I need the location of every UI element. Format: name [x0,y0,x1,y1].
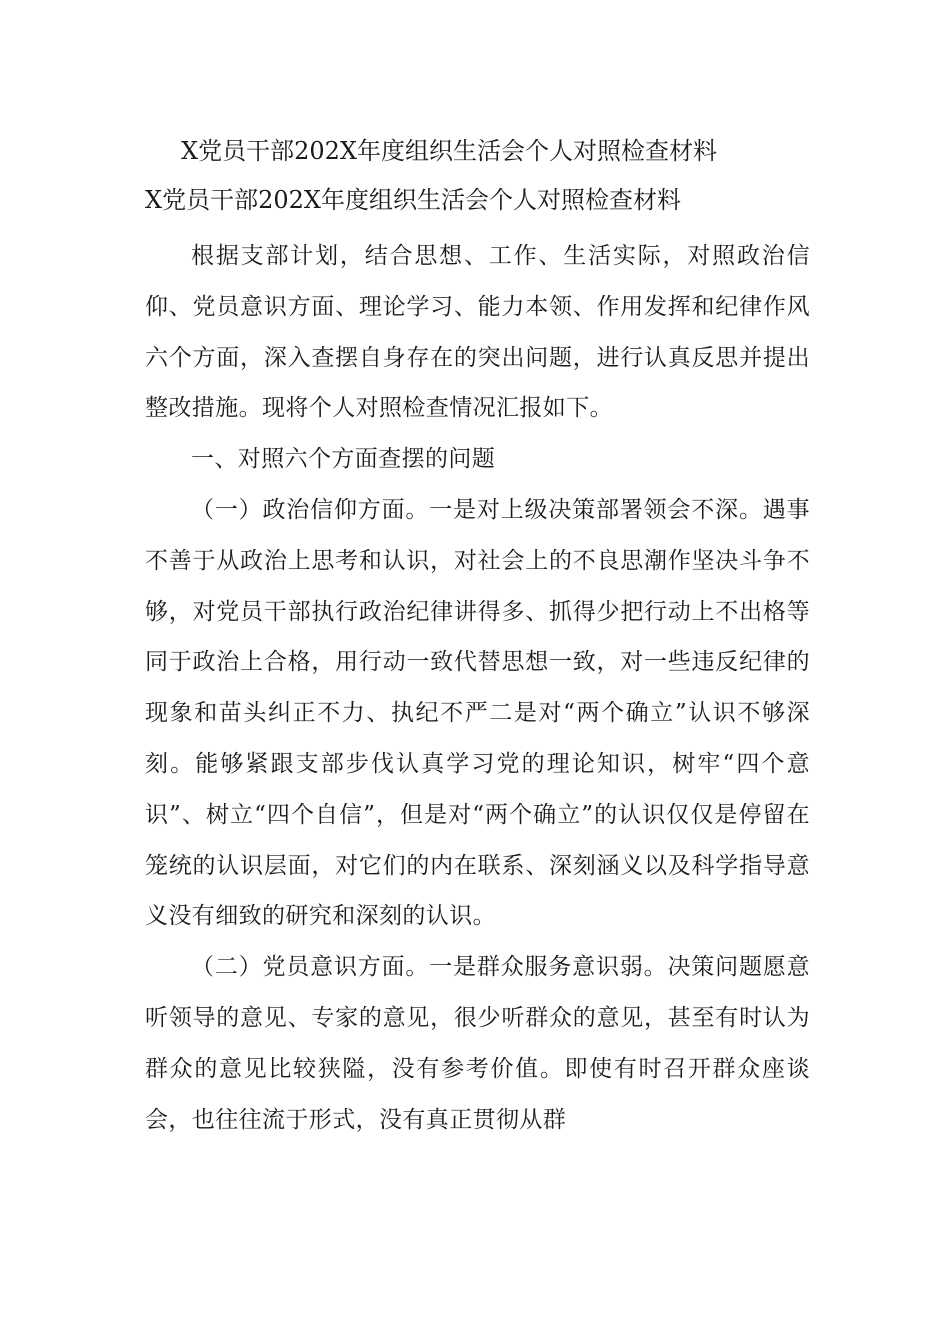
paragraph-political-belief: （一）政治信仰方面。一是对上级决策部署领会不深。遇事不善于从政治上思考和认识，对社会上的不良思潮作坚决斗争不够，对党员干部执行政治纪律讲得多、抓得少把行动上不出格等同于政治上合格，用行动一致代替思想一致，对一些违反纪律的现象和苗头纠正不力、执纪不严二是对“两个确立”认识不够深刻。能够紧跟支部步伐认真学习党的理论知识，树牢“四个意识”、树立“四个自信”，但是对“两个确立”的认识仅仅是停留在笼统的认识层面，对它们的内在联系、深刻涵义以及科学指导意义没有细致的研究和深刻的认识。 [145,496,810,930]
document-subtitle: X党员干部202X年度组织生活会个人对照检查材料 [145,186,681,214]
paragraph-intro: 根据支部计划，结合思想、工作、生活实际，对照政治信仰、党员意识方面、理论学习、能力本领、作用发挥和纪律作风六个方面，深入查摆自身存在的突出问题，进行认真反思并提出整改措施。现将个人对照检查情况汇报如下。 [145,243,810,422]
document-title: X党员干部202X年度组织生活会个人对照检查材料 [181,137,717,165]
section-heading: 一、对照六个方面查摆的问题 [191,446,496,473]
paragraph-party-awareness: （二）党员意识方面。一是群众服务意识弱。决策问题愿意听领导的意见、专家的意见，很少听群众的意见，甚至有时认为群众的意见比较狭隘，没有参考价值。即使有时召开群众座谈会，也往往流于形式，没有真正贯彻从群 [145,954,810,1133]
document-body [145,231,810,1145]
